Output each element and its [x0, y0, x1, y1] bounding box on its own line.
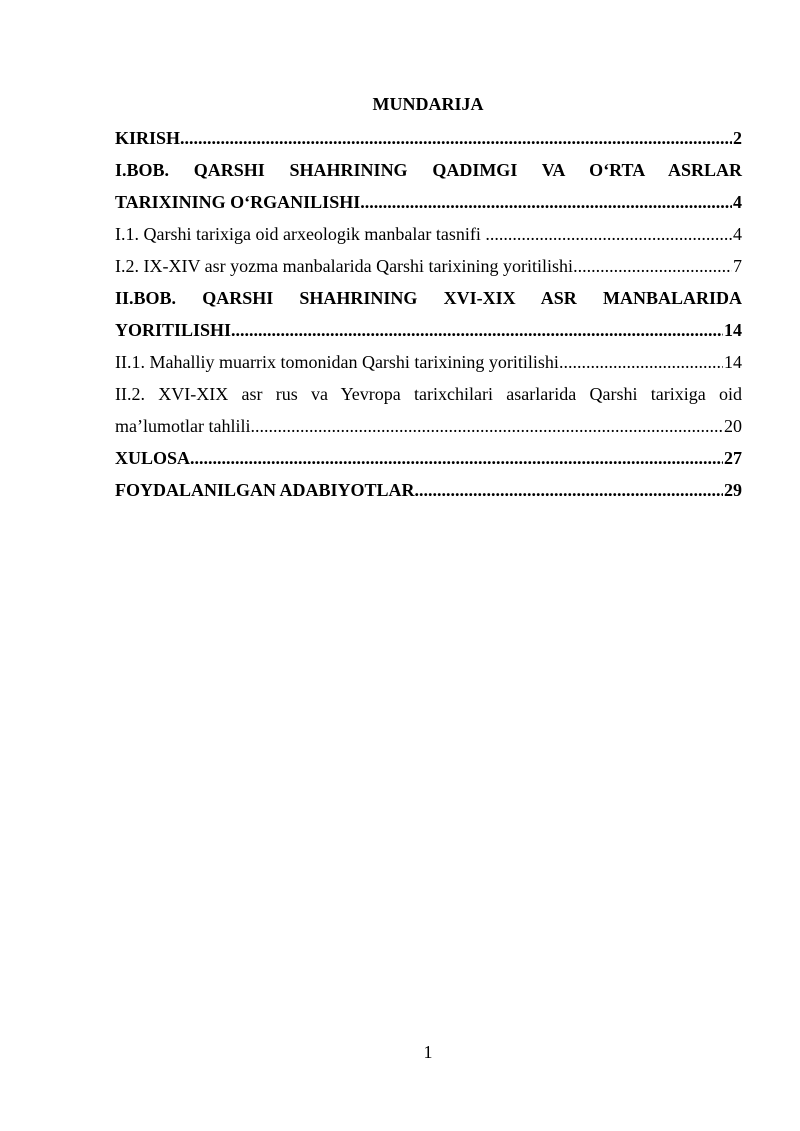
toc-entry-adabiyotlar[interactable] — [115, 474, 742, 506]
toc-entry-text: YORITILISHI — [115, 320, 232, 340]
toc-page-number: 2 — [733, 128, 742, 148]
dot-leader — [190, 442, 723, 474]
dot-leader — [485, 218, 732, 250]
toc-row — [115, 442, 742, 474]
toc-page-number: 27 — [724, 448, 742, 468]
toc-page-number: 29 — [724, 480, 742, 500]
toc-entry-line: I.BOB. QARSHI SHAHRINING QADIMGI VA O‘RTA ASRLAR — [115, 160, 742, 180]
toc-page-number: 4 — [733, 192, 742, 212]
toc-row — [115, 346, 742, 378]
toc-row — [115, 410, 742, 442]
toc-entry-text: I.1. Qarshi tarixiga oid arxeologik manbalar tasnifi — [115, 224, 486, 244]
dot-leader — [415, 474, 723, 506]
toc-entry-text: I.2. IX-XIV asr yozma manbalarida Qarshi tarixining yoritilishi — [115, 256, 574, 276]
toc-row — [115, 122, 742, 154]
page-number: 1 — [423, 1042, 433, 1062]
toc-entry-xulosa[interactable] — [115, 442, 742, 474]
toc-entry-chapter-1[interactable] — [115, 154, 742, 218]
toc-row — [115, 474, 742, 506]
toc-entry-section-1-2[interactable] — [115, 250, 742, 282]
toc-page-number: 7 — [733, 256, 742, 276]
toc-page-number: 14 — [724, 320, 742, 340]
toc-entry-text: ma’lumotlar tahlili — [115, 416, 251, 436]
dot-leader — [573, 250, 732, 282]
toc-entry-section-2-1[interactable] — [115, 346, 742, 378]
toc-row — [115, 314, 742, 346]
dot-leader — [250, 410, 723, 442]
toc-entry-text: TARIXINING O‘RGANILISHI — [115, 192, 361, 212]
toc-entry-line: II.2. XVI-XIX asr rus va Yevropa tarixchilari asarlarida Qarshi tarixiga oid — [115, 384, 742, 404]
toc-row — [115, 218, 742, 250]
toc-entry-text: FOYDALANILGAN ADABIYOTLAR — [115, 480, 415, 500]
dot-leader — [231, 314, 723, 346]
dot-leader — [559, 346, 723, 378]
toc-entry-text: XULOSA — [115, 448, 191, 468]
toc-entry-section-1-1[interactable] — [115, 218, 742, 250]
toc-entry-text: KIRISH — [115, 128, 181, 148]
dot-leader — [180, 122, 732, 154]
toc-page-number: 14 — [724, 352, 742, 372]
toc-entry-chapter-2[interactable] — [115, 282, 742, 346]
toc-row — [115, 186, 742, 218]
toc-entry-section-2-2[interactable] — [115, 378, 742, 442]
dot-leader — [360, 186, 732, 218]
table-of-contents — [115, 122, 742, 506]
toc-entry-text: II.1. Mahalliy muarrix tomonidan Qarshi tarixining yoritilishi — [115, 352, 559, 372]
toc-title: MUNDARIJA — [372, 94, 484, 114]
toc-entry-kirish[interactable] — [115, 122, 742, 154]
toc-entry-line: II.BOB. QARSHI SHAHRINING XVI-XIX ASR MANBALARIDA — [115, 288, 742, 308]
toc-page-number: 20 — [724, 416, 742, 436]
toc-row — [115, 250, 742, 282]
toc-page-number: 4 — [733, 224, 742, 244]
